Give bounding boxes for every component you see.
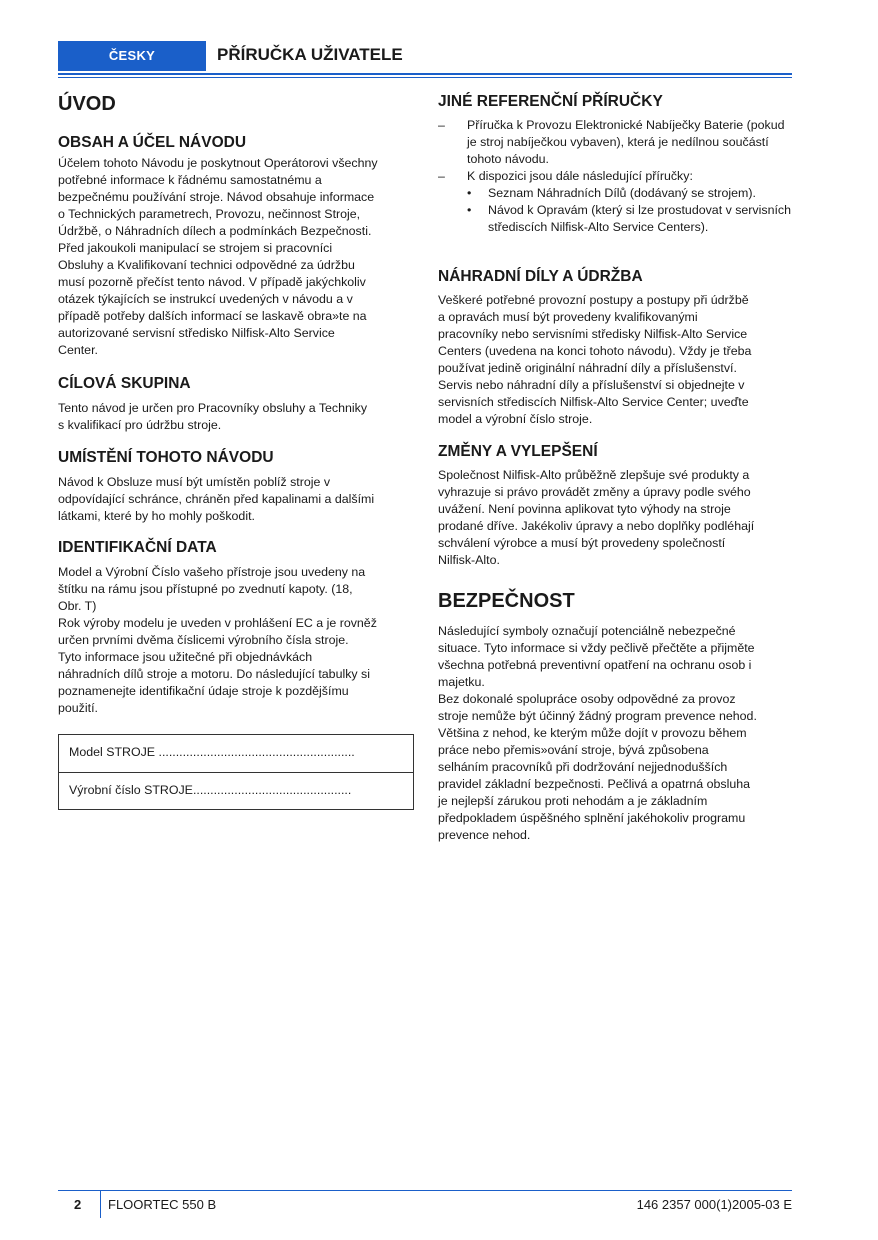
text-line: látkami, které by ho mohly poškodit.	[58, 509, 255, 523]
text-line: Centers (uvedena na konci tohoto návodu). Vždy je třeba	[438, 344, 752, 358]
heading-jine: JINÉ REFERENČNÍ PŘÍRUČKY	[438, 93, 663, 110]
text-line: autorizované servisní středisko Nilfisk-Alto Service	[58, 326, 335, 340]
text-line: Model a Výrobní Číslo vašeho přístroje jsou uvedeny na	[58, 565, 366, 579]
text-line: prevence nehod.	[438, 828, 531, 842]
text-line: Následující symboly označují potenciálně nebezpečné	[438, 624, 736, 638]
text-line: a opravách musí být provedeny kvalifikovanými	[438, 310, 698, 324]
text-line: Obsluhy a Kvalifikovaní technici odpovědné za údržbu	[58, 258, 355, 272]
text-line: model a výrobní číslo stroje.	[438, 412, 593, 426]
text-line: Před jakoukoli manipulací se strojem si pracovníci	[58, 241, 333, 255]
text-line: pracovníky nebo servisními středisky Nilfisk-Alto Service	[438, 327, 748, 341]
text-line: Údržbě, o Náhradních dílech a podmínkách Bezpečnosti.	[58, 224, 372, 238]
identification-table	[58, 734, 414, 810]
list-item	[438, 168, 792, 236]
paragraph-cilova	[58, 400, 414, 434]
text-line: Bez dokonalé spolupráce osoby odpovědné za provoz	[438, 692, 736, 706]
bullet-marker: •	[467, 186, 472, 200]
model-row	[59, 735, 413, 772]
text-line: náhradních dílů stroje a motoru. Do následující tabulky si	[58, 667, 370, 681]
text-line: práce nebo přemis»ování stroje, bývá způsobena	[438, 743, 709, 757]
paragraph-umisteni	[58, 474, 414, 525]
heading-nahradni: NÁHRADNÍ DÍLY A ÚDRŽBA	[438, 268, 643, 285]
footer-separator	[100, 1191, 101, 1218]
heading-obsah: OBSAH A ÚČEL NÁVODU	[58, 134, 247, 151]
text-line: Nilfisk-Alto.	[438, 553, 500, 567]
text-line: Většina z nehod, ke kterým může dojít v provozu během	[438, 726, 747, 740]
text-line: předpokladem úspěšného splnění jakéhokoliv programu	[438, 811, 746, 825]
list-item-text: Příručka k Provozu Elektronické Nabíječky Baterie (pokud je stroj nabíječkou vybaven), která je nedílnou součástí tohoto návodu.	[467, 118, 785, 166]
paragraph-nahradni	[438, 292, 794, 428]
text-line: Návod k Obsluze musí být umístěn poblíž stroje v	[58, 475, 331, 489]
paragraph-obsah	[58, 155, 414, 359]
list-item	[438, 117, 792, 168]
text-line: prodané dříve. Jakékoliv úpravy a nebo doplňky podléhají	[438, 519, 755, 533]
text-line: vyhrazuje si právo provádět změny a úpravy podle svého	[438, 485, 751, 499]
text-line: Veškeré potřebné provozní postupy a postupy při údržbě	[438, 293, 749, 307]
text-line: všechna potřebná preventivní opatření na ochranu osob i	[438, 658, 752, 672]
language-tab: ČESKY	[58, 41, 206, 71]
dash-marker: –	[438, 169, 445, 183]
text-line: Společnost Nilfisk-Alto průběžně zlepšuje své produkty a	[438, 468, 750, 482]
reference-list	[438, 117, 792, 236]
footer-doc-code: 146 2357 000(1)2005-03 E	[636, 1197, 792, 1212]
text-line: Servis nebo náhradní díly a příslušenství si objednejte v	[438, 378, 745, 392]
bullet-marker: •	[467, 203, 472, 217]
text-line: majetku.	[438, 675, 485, 689]
text-line: použití.	[58, 701, 98, 715]
manual-title: PŘÍRUČKA UŽIVATELE	[217, 45, 403, 64]
text-line: Účelem tohoto Návodu je poskytnout Operátorovi všechny	[58, 156, 378, 170]
text-line: pravidel základní bezpečnosti. Pečlivá a opatrná obsluha	[438, 777, 751, 791]
page-number: 2	[74, 1197, 82, 1212]
heading-umisteni: UMÍSTĚNÍ TOHOTO NÁVODU	[58, 449, 274, 466]
text-line: s kvalifikací pro údržbu stroje.	[58, 418, 222, 432]
list-item-text: Seznam Náhradních Dílů (dodávaný se strojem).	[488, 186, 756, 200]
text-line: určen prvními dvěma číslicemi výrobního čísla stroje.	[58, 633, 349, 647]
list-item-text: Návod k Opravám (který si lze prostudovat v servisních střediscích Nilfisk-Alto Service Centers).	[488, 203, 791, 234]
text-line: Center.	[58, 343, 98, 357]
text-line: stroje nemůže být účinný žádný program prevence nehod.	[438, 709, 757, 723]
text-line: případě potřeby dalších informací se laskavě obra»te na	[58, 309, 367, 323]
serial-field: Výrobní číslo STROJE..............................................	[69, 783, 352, 797]
text-line: schválení výrobce a musí být provedeny společností	[438, 536, 726, 550]
text-line: otázek týkajících se instrukcí uvedených v návodu a v	[58, 292, 353, 306]
text-line: musí pozorně přečíst tento návod. V případě jakýchkoliv	[58, 275, 366, 289]
text-line: o Technických parametrech, Provozu, nečinnost Stroje,	[58, 207, 361, 221]
list-item	[467, 202, 792, 236]
list-item	[467, 185, 792, 202]
heading-uvod: ÚVOD	[58, 93, 116, 115]
footer-model: FLOORTEC 550 B	[108, 1197, 217, 1212]
heading-identifikacni: IDENTIFIKAČNÍ DATA	[58, 539, 217, 556]
text-line: Rok výroby modelu je uveden v prohlášení EC a je rovněž	[58, 616, 377, 630]
serial-row	[59, 772, 413, 810]
header-rule-thin	[58, 77, 792, 78]
text-line: potřebné informace k řádnému samostatnému a	[58, 173, 322, 187]
heading-bezpecnost: BEZPEČNOST	[438, 590, 575, 612]
dash-marker: –	[438, 118, 445, 132]
text-line: je nejlepší zárukou proti nehodám a je základním	[438, 794, 708, 808]
footer-rule	[58, 1190, 792, 1191]
heading-zmeny: ZMĚNY A VYLEPŠENÍ	[438, 443, 598, 460]
text-line: odpovídající schránce, chráněn před kapalinami a dalšími	[58, 492, 375, 506]
text-line: uvážení. Není povinna aplikovat tyto výhody na stroje	[438, 502, 731, 516]
text-line: používat jedině originální náhradní díly a příslušenství.	[438, 361, 737, 375]
text-line: bezpečnému používání stroje. Návod obsahuje informace	[58, 190, 375, 204]
model-field: Model STROJE .........................................................	[69, 745, 355, 759]
text-line: štítku na rámu jsou přístupné po zvednutí kapoty. (18,	[58, 582, 353, 596]
heading-cilova: CÍLOVÁ SKUPINA	[58, 375, 191, 392]
paragraph-identifikacni	[58, 564, 414, 717]
text-line: Obr. T)	[58, 599, 97, 613]
text-line: Tyto informace jsou užitečné při objednávkách	[58, 650, 313, 664]
paragraph-bezpecnost	[438, 623, 794, 844]
list-item-text: K dispozici jsou dále následující příručky:	[467, 169, 693, 183]
paragraph-zmeny	[438, 467, 794, 569]
text-line: Tento návod je určen pro Pracovníky obsluhy a Techniky	[58, 401, 368, 415]
text-line: selháním pracovníků při dodržování nejjednodušších	[438, 760, 728, 774]
text-line: servisních střediscích Nilfisk-Alto Service Center; uveďte	[438, 395, 749, 409]
text-line: poznamenejte identifikační údaje stroje k pozdějšímu	[58, 684, 349, 698]
header-rule-thick	[58, 73, 792, 75]
text-line: situace. Tyto informace si vždy pečlivě přečtěte a přijměte	[438, 641, 755, 655]
